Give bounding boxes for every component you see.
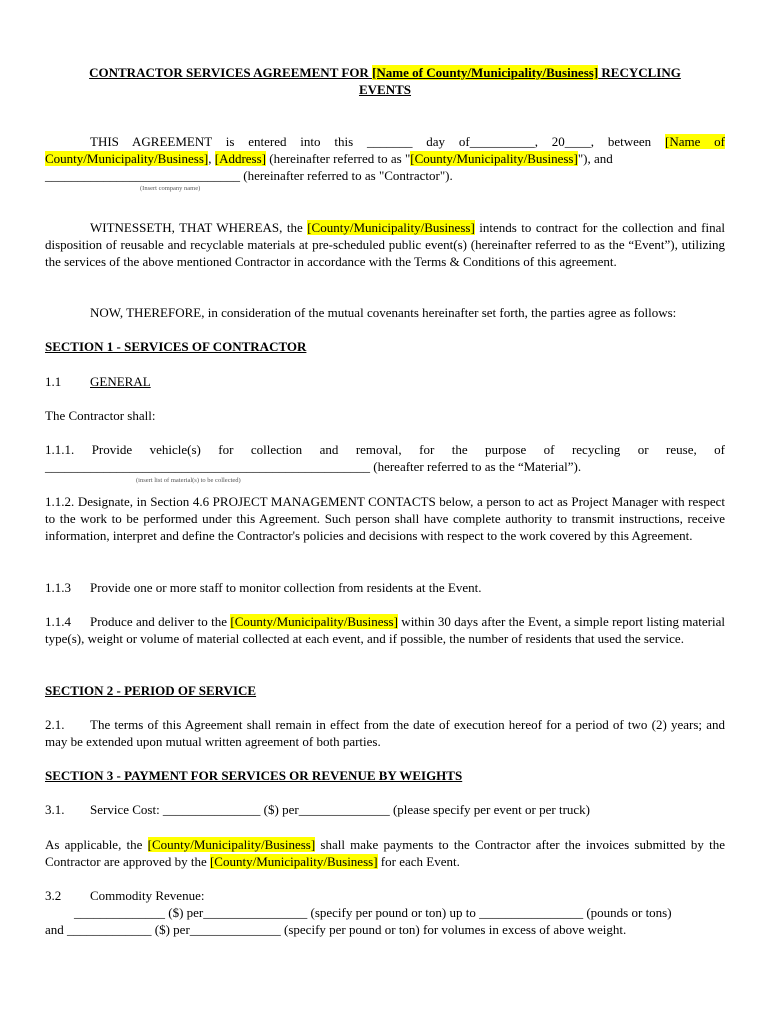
title-placeholder-highlight: [Name of County/Municipality/Business] bbox=[372, 65, 599, 80]
address-placeholder: [Address] bbox=[214, 151, 266, 166]
title-suffix: RECYCLING bbox=[598, 65, 681, 80]
intro-contractor-line: ______________________________ (hereinafter referred to as "Contractor"). bbox=[45, 168, 453, 183]
intro-paragraph: THIS AGREEMENT is entered into this _______ day of__________, 20____, between [Name of County/Municipality/Business], [Address] (hereinafter referred to as "[County/Municipality/Business]"), and bbox=[45, 134, 726, 166]
title-line2: EVENTS bbox=[358, 82, 412, 97]
section-1-1-1-line2: __________________________________________________ (hereafter referred to as the “Material”). bbox=[45, 459, 582, 474]
document-title bbox=[45, 64, 725, 98]
company-name-hint: (Insert company name) bbox=[140, 185, 201, 192]
section-3-2-line3: and _____________ ($) per______________ (specify per pound or ton) for volumes in excess of above weight. bbox=[45, 922, 627, 937]
section-1-1: 1.1 GENERAL bbox=[45, 374, 151, 389]
now-therefore-paragraph: NOW, THEREFORE, in consideration of the mutual covenants hereinafter set forth, the parties agree as follows: bbox=[90, 305, 677, 320]
payment-placeholder-2: [County/Municipality/Business] bbox=[209, 854, 378, 869]
section-3-2-line2: ______________ ($) per________________ (specify per pound or ton) up to ________________ (pounds or tons) bbox=[74, 905, 672, 920]
payment-placeholder-1: [County/Municipality/Business] bbox=[147, 837, 316, 852]
s114-placeholder: [County/Municipality/Business] bbox=[230, 614, 398, 629]
contractor-shall: The Contractor shall: bbox=[45, 408, 156, 423]
material-hint: (insert list of material(s) to be collected) bbox=[136, 477, 241, 484]
section-1-1-1-line1: 1.1.1. Provide vehicle(s) for collection and removal, for the purpose of recycling or reuse, of bbox=[45, 442, 725, 457]
section-1-1-3: 1.1.3 Provide one or more staff to monitor collection from residents at the Event. bbox=[45, 580, 482, 595]
section-1-heading: SECTION 1 - SERVICES OF CONTRACTOR bbox=[45, 339, 307, 354]
witness-placeholder: [County/Municipality/Business] bbox=[307, 220, 475, 235]
section-3-heading: SECTION 3 - PAYMENT FOR SERVICES OR REVENUE BY WEIGHTS bbox=[45, 768, 463, 783]
title-prefix: CONTRACTOR SERVICES AGREEMENT FOR bbox=[89, 65, 373, 80]
section-3-1: 3.1. Service Cost: _______________ ($) per______________ (please specify per event or per truck) bbox=[45, 802, 591, 817]
name-placeholder: [Name of bbox=[664, 134, 726, 149]
section-2-1: 2.1. The terms of this Agreement shall remain in effect from the date of execution hereof for a period of two (2) years; and may be extended upon mutual written agreement of both parties. bbox=[45, 717, 725, 749]
section-1-1-4: 1.1.4 Produce and deliver to the [County/Municipality/Business] within 30 days after the Event, a simple report listing material type(s), weight or volume of material collected at each event, and if possible, the number of residents that used the service. bbox=[45, 614, 725, 646]
section-3-2: 3.2 Commodity Revenue: bbox=[45, 888, 205, 903]
payment-paragraph: As applicable, the [County/Municipality/Business] shall make payments to the Contractor after the invoices submitted by the Contractor are approved by the [County/Municipality/Business] for each Event. bbox=[45, 837, 725, 869]
section-1-1-2: 1.1.2. Designate, in Section 4.6 PROJECT MANAGEMENT CONTACTS below, a person to act as Project Manager with respect to the work to be performed under this Agreement. Such person shall have complete authority to transmit instructions, receive information, interpret and define the Contractor's policies and decisions with respect to the work covered by this Agreement. bbox=[45, 494, 725, 543]
section-2-heading: SECTION 2 - PERIOD OF SERVICE bbox=[45, 683, 257, 698]
county-placeholder: [County/Municipality/Business] bbox=[410, 151, 578, 166]
witness-paragraph: WITNESSETH, THAT WHEREAS, the [County/Municipality/Business] intends to contract for the collection and final disposition of reusable and recyclable materials at pre-scheduled public event(s) (hereinafter referred to as the “Event”), utilizing the services of the above mentioned Contractor in accordance with the Terms & Conditions of this agreement. bbox=[45, 220, 725, 269]
